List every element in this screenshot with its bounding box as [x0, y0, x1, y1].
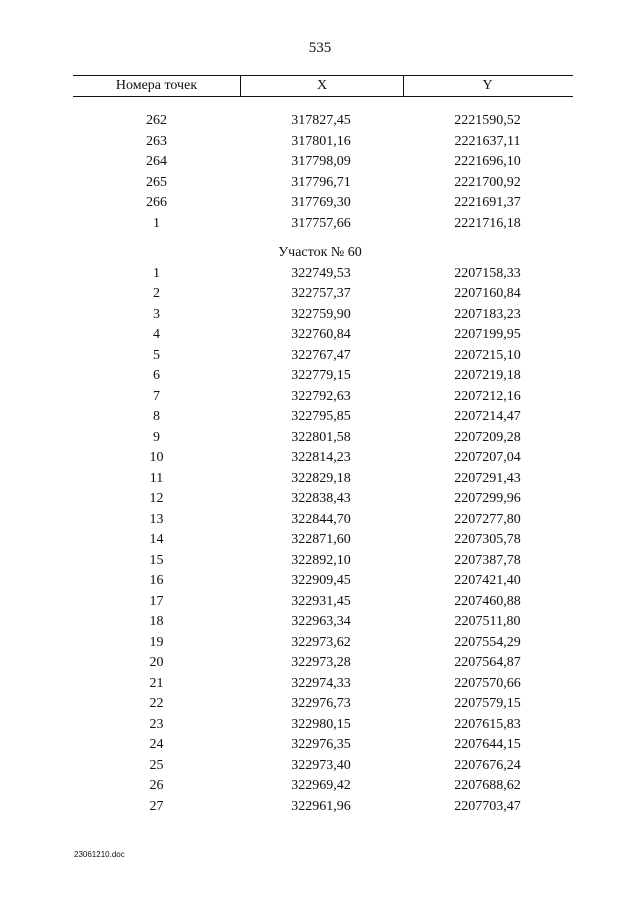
rows-group-1	[0, 111, 640, 234]
point-number-cell: 12	[149, 491, 164, 506]
point-number-cell: 15	[149, 552, 164, 568]
x-coordinate-cell: 322760,84	[291, 327, 351, 342]
y-coordinate-cell: 2207554,29	[454, 634, 521, 650]
point-number-cell: 2	[153, 286, 160, 301]
x-coordinate-cell: 322909,45	[291, 573, 351, 588]
x-coordinate-cell: 322961,96	[291, 798, 351, 814]
table-row	[0, 346, 640, 367]
y-coordinate-cell: 2207421,40	[454, 573, 521, 588]
table-row	[0, 694, 640, 715]
y-coordinate-cell: 2207387,78	[454, 552, 521, 568]
y-coordinate-cell: 2207615,83	[454, 716, 521, 732]
point-number-cell: 9	[153, 429, 160, 445]
table-row	[0, 325, 640, 346]
x-coordinate-cell: 322838,43	[291, 491, 351, 506]
point-number-cell: 263	[146, 133, 167, 149]
x-coordinate-cell: 322892,10	[291, 552, 351, 568]
y-coordinate-cell: 2207212,16	[454, 388, 521, 404]
table-row	[0, 448, 640, 469]
point-number-cell: 5	[153, 347, 160, 363]
x-coordinate-cell: 322801,58	[291, 429, 351, 445]
x-coordinate-cell: 322973,62	[291, 634, 351, 650]
table-row	[0, 407, 640, 428]
y-coordinate-cell: 2207299,96	[454, 491, 521, 506]
table-row	[0, 797, 640, 818]
x-coordinate-cell: 317796,71	[291, 174, 351, 190]
y-coordinate-cell: 2207215,10	[454, 347, 521, 363]
y-coordinate-cell: 2207199,95	[454, 327, 521, 342]
point-number-cell: 1	[153, 265, 160, 281]
x-coordinate-cell: 322871,60	[291, 532, 351, 547]
table-row	[0, 612, 640, 633]
x-coordinate-cell: 322829,18	[291, 470, 351, 486]
header-point-numbers: Номера точек	[115, 78, 198, 93]
table-row	[0, 551, 640, 572]
x-coordinate-cell: 322976,73	[291, 696, 351, 711]
y-coordinate-cell: 2207160,84	[454, 286, 521, 301]
y-coordinate-cell: 2207676,24	[454, 757, 521, 773]
point-number-cell: 20	[149, 655, 164, 670]
point-number-cell: 18	[149, 614, 164, 629]
point-number-cell: 10	[149, 450, 164, 465]
y-coordinate-cell: 2207209,28	[454, 429, 521, 445]
point-number-cell: 11	[149, 470, 164, 486]
table-row	[0, 469, 640, 490]
x-coordinate-cell: 322749,53	[291, 265, 351, 281]
table-row	[0, 428, 640, 449]
point-number-cell: 266	[146, 195, 167, 210]
x-coordinate-cell: 322814,23	[291, 450, 351, 465]
point-number-cell: 22	[149, 696, 164, 711]
x-coordinate-cell: 322974,33	[291, 675, 351, 691]
y-coordinate-cell: 2207277,80	[454, 511, 521, 527]
table-row	[0, 510, 640, 531]
point-number-cell: 265	[146, 174, 167, 190]
y-coordinate-cell: 2207570,66	[454, 675, 521, 691]
x-coordinate-cell: 322844,70	[291, 511, 351, 527]
y-coordinate-cell: 2221637,11	[454, 133, 521, 149]
table-row	[0, 214, 640, 235]
table-row	[0, 152, 640, 173]
point-number-cell: 4	[153, 327, 160, 342]
y-coordinate-cell: 2221590,52	[454, 113, 521, 128]
x-coordinate-cell: 317827,45	[291, 113, 351, 128]
x-coordinate-cell: 322976,35	[291, 737, 351, 752]
y-coordinate-cell: 2207207,04	[454, 450, 521, 465]
point-number-cell: 13	[149, 511, 164, 527]
table-row	[0, 193, 640, 214]
table-row	[0, 366, 640, 387]
y-coordinate-cell: 2207644,15	[454, 737, 521, 752]
y-coordinate-cell: 2207579,15	[454, 696, 521, 711]
y-coordinate-cell: 2221716,18	[454, 215, 521, 231]
x-coordinate-cell: 322980,15	[291, 716, 351, 732]
x-coordinate-cell: 317801,16	[291, 133, 351, 149]
x-coordinate-cell: 322779,15	[291, 368, 351, 383]
y-coordinate-cell: 2207703,47	[454, 798, 521, 814]
table-row	[0, 111, 640, 132]
point-number-cell: 17	[149, 593, 164, 609]
x-coordinate-cell: 322767,47	[291, 347, 351, 363]
point-number-cell: 26	[149, 778, 164, 793]
y-coordinate-cell: 2207511,80	[454, 614, 521, 629]
coordinates-table-body	[0, 111, 640, 817]
table-row	[0, 489, 640, 510]
table-row	[0, 264, 640, 285]
page-number: 535	[308, 40, 332, 56]
footer-filename: 23061210.doc	[74, 850, 125, 859]
point-number-cell: 21	[149, 675, 164, 691]
table-row	[0, 756, 640, 777]
point-number-cell: 6	[153, 368, 160, 383]
x-coordinate-cell: 322931,45	[291, 593, 351, 609]
x-coordinate-cell: 322973,40	[291, 757, 351, 773]
table-row	[0, 387, 640, 408]
x-coordinate-cell: 322795,85	[291, 409, 351, 424]
point-number-cell: 7	[153, 388, 160, 404]
x-coordinate-cell: 322757,37	[291, 286, 351, 301]
table-row	[0, 305, 640, 326]
point-number-cell: 264	[146, 154, 167, 169]
point-number-cell: 3	[153, 306, 160, 322]
section-title: Участок № 60	[278, 245, 362, 260]
point-number-cell: 27	[149, 798, 164, 814]
point-number-cell: 1	[153, 215, 160, 231]
y-coordinate-cell: 2207158,33	[454, 265, 521, 281]
table-row	[0, 132, 640, 153]
table-row	[0, 633, 640, 654]
x-coordinate-cell: 322973,28	[291, 655, 351, 670]
point-number-cell: 16	[149, 573, 164, 588]
point-number-cell: 25	[149, 757, 164, 773]
x-coordinate-cell: 317769,30	[291, 195, 351, 210]
y-coordinate-cell: 2207183,23	[454, 306, 521, 322]
y-coordinate-cell: 2207214,47	[454, 409, 521, 424]
y-coordinate-cell: 2207688,62	[454, 778, 521, 793]
y-coordinate-cell: 2221700,92	[454, 174, 521, 190]
y-coordinate-cell: 2207564,87	[454, 655, 521, 670]
point-number-cell: 262	[146, 113, 167, 128]
table-row	[0, 715, 640, 736]
point-number-cell: 8	[153, 409, 160, 424]
x-coordinate-cell: 317757,66	[291, 215, 351, 231]
point-number-cell: 14	[149, 532, 164, 547]
x-coordinate-cell: 317798,09	[291, 154, 351, 169]
table-row	[0, 674, 640, 695]
x-coordinate-cell: 322792,63	[291, 388, 351, 404]
table-row	[0, 735, 640, 756]
y-coordinate-cell: 2207291,43	[454, 470, 521, 486]
point-number-cell: 19	[149, 634, 164, 650]
point-number-cell: 24	[149, 737, 164, 752]
table-row	[0, 571, 640, 592]
table-row	[0, 530, 640, 551]
table-row	[0, 173, 640, 194]
y-coordinate-cell: 2221696,10	[454, 154, 521, 169]
table-row	[0, 284, 640, 305]
y-coordinate-cell: 2207219,18	[454, 368, 521, 383]
rows-group-2	[0, 264, 640, 818]
header-y: Y	[482, 78, 493, 93]
point-number-cell: 23	[149, 716, 164, 732]
table-header	[73, 75, 573, 97]
y-coordinate-cell: 2207460,88	[454, 593, 521, 609]
x-coordinate-cell: 322759,90	[291, 306, 351, 322]
header-x: X	[240, 76, 404, 96]
table-row	[0, 592, 640, 613]
table-row	[0, 653, 640, 674]
y-coordinate-cell: 2221691,37	[454, 195, 521, 210]
x-coordinate-cell: 322963,34	[291, 614, 351, 629]
table-row	[0, 776, 640, 797]
x-coordinate-cell: 322969,42	[291, 778, 351, 793]
y-coordinate-cell: 2207305,78	[454, 532, 521, 547]
